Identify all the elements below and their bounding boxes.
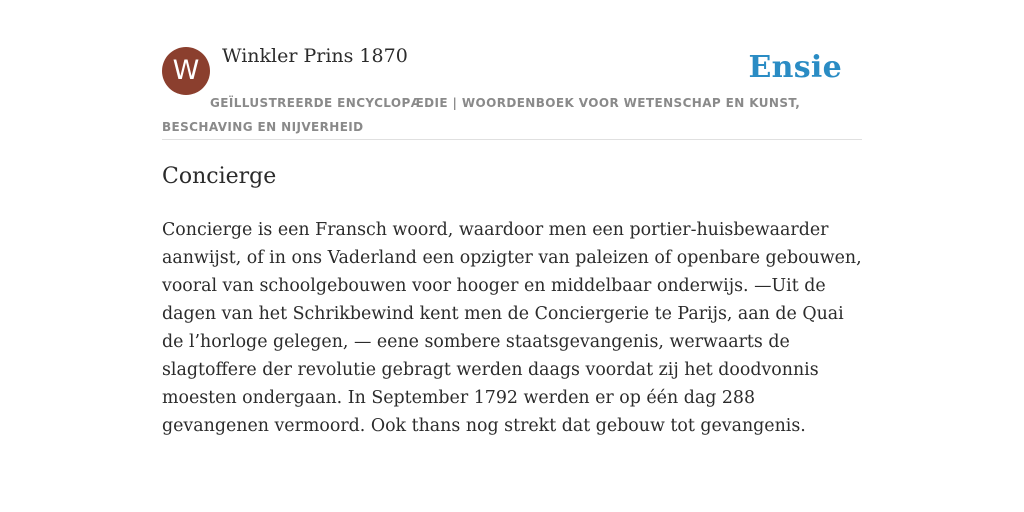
entry-title: Concierge [162, 164, 277, 189]
source-title[interactable]: Winkler Prins 1870 [222, 45, 408, 67]
brand-logo[interactable]: Ensie [748, 50, 842, 85]
header-divider [162, 139, 862, 140]
source-avatar[interactable]: W [162, 47, 210, 95]
entry-body: Concierge is een Fransch woord, waardoor men een portier-huisbewaarder aanwijst, of in ons Vaderland een opzigter van paleizen of openbare gebouwen, vooral van schoolgebouwen voor hooger en middelbaar onderwijs. —Uit de dagen van het Schrikbewind kent men de Conciergerie te Parijs, aan de Quai de l’horloge gelegen, — eene sombere staatsgevangenis, werwaarts de slagtoffere der revolutie gebragt werden daags voordat zij het doodvonnis moesten ondergaan. In September 1792 werden er op één dag 288 gevangenen vermoord. Ook thans nog strekt dat gebouw tot gevangenis. [162, 220, 862, 436]
source-subtitle: GEÏLLUSTREERDE ENCYCLOPÆDIE | WOORDENBOEK VOOR WETENSCHAP EN KUNST, BESCHAVING EN NIJVERHEID [162, 96, 801, 134]
